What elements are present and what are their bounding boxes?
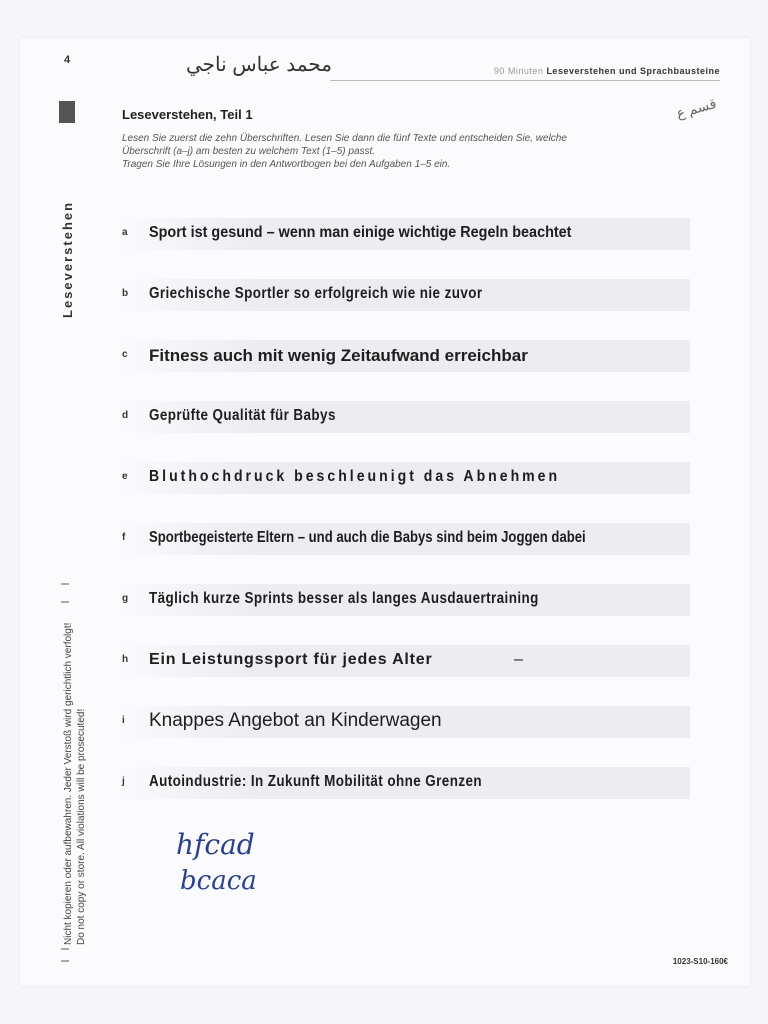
heading-text: Ein Leistungssport für jedes Alter [149,651,433,668]
heading-letter: j [122,776,125,787]
heading-letter: i [122,715,125,726]
footer-code: 1023-S10-160€ [672,957,728,966]
heading-row-c [118,340,690,372]
side-section-label: Leseverstehen [60,200,75,318]
handwritten-margin-note: قسم ع [674,95,718,122]
copyright-notice-de: Nicht kopieren oder aufbewahren. Jeder Verstoß wird gerichtlich verfolgt! [63,622,74,945]
instructions [122,132,682,171]
heading-text: Täglich kurze Sprints besser als langes Ausdauertraining [149,590,539,607]
heading-text: Bluthochdruck beschleunigt das Abnehmen [149,468,561,485]
heading-row-j [118,767,690,799]
instruction-line: Lesen Sie zuerst die zehn Überschriften. Lesen Sie dann die fünf Texte und entscheiden Sie, welche [122,133,567,144]
header-duration: 90 Minuten [493,66,544,76]
section-marker [59,101,75,123]
header-rule [330,80,720,81]
side-mark [61,948,69,962]
copyright-notice-en: Do not copy or store. All violations will be prosecuted! [76,708,87,945]
heading-row-g [118,584,690,616]
heading-text: Griechische Sportler so erfolgreich wie nie zuvor [149,285,483,302]
heading-row-h [118,645,690,677]
handwritten-answer: hfcad [176,828,255,861]
header-subject: Leseverstehen und Sprachbausteine [546,66,720,76]
instruction-line: Tragen Sie Ihre Lösungen in den Antwortbogen bei den Aufgaben 1–5 ein. [122,159,451,170]
heading-letter: a [122,227,128,238]
heading-letter: b [122,288,129,299]
heading-text: Sport ist gesund – wenn man einige wichtige Regeln beachtet [149,224,572,241]
page-number: 4 [64,54,71,66]
heading-text: Geprüfte Qualität für Babys [149,407,336,424]
heading-row-e [118,462,690,494]
heading-text: Sportbegeisterte Eltern – und auch die Babys sind beim Joggen dabei [149,529,586,546]
heading-row-a [118,218,690,250]
heading-letter: c [122,349,128,360]
heading-row-d [118,401,690,433]
section-title: Leseverstehen, Teil 1 [122,107,253,122]
heading-letter: f [122,532,126,543]
heading-row-i [118,706,690,738]
side-mark [61,583,69,603]
heading-row-b [118,279,690,311]
heading-letter: e [122,471,128,482]
heading-letter: h [122,654,129,665]
exam-sheet [20,38,750,986]
handwritten-answer: bcaca [180,866,257,896]
heading-text: Autoindustrie: In Zukunft Mobilität ohne Grenzen [149,773,482,790]
instruction-line: Überschrift (a–j) am besten zu welchem Text (1–5) passt. [122,146,376,157]
heading-row-f [118,523,690,555]
pen-mark: – [514,651,523,668]
handwritten-name: محمد عباس ناجي [186,54,332,76]
copyright-notice [62,623,88,945]
heading-letter: g [122,593,129,604]
header-title [494,66,720,76]
heading-text: Fitness auch mit wenig Zeitaufwand erreichbar [149,346,528,365]
heading-text: Knappes Angebot an Kinderwagen [149,710,442,731]
heading-letter: d [122,410,129,421]
